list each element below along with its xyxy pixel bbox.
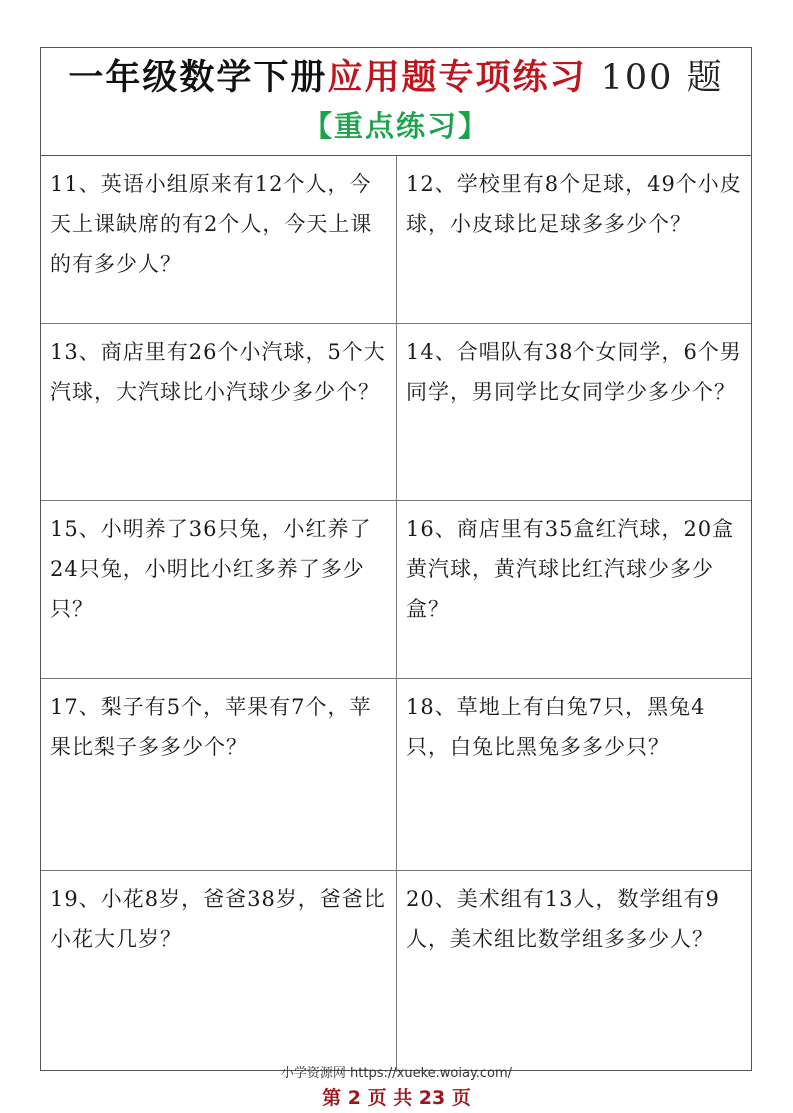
worksheet-header: [41, 48, 751, 156]
problem-20: 20、美术组有13人，数学组有9人，美术组比数学组多多少人？: [406, 887, 720, 951]
page-title: [41, 48, 751, 100]
problem-12: 12、学校里有8个足球，49个小皮球，小皮球比足球多多少个？: [397, 156, 751, 324]
problem-13: 13、商店里有26个小汽球，5个大汽球，大汽球比小汽球少多少个？: [41, 324, 397, 501]
problem-19: 19、小花8岁，爸爸38岁，爸爸比小花大几岁？: [41, 871, 397, 1072]
problem-11: 11、英语小组原来有12个人，今天上课缺席的有2个人，今天上课的有多少人？: [41, 156, 397, 324]
worksheet: [40, 47, 752, 1071]
problem-15: 15、小明养了36只兔，小红养了24只兔，小明比小红多养了多少只？: [41, 501, 397, 679]
title-topic: 应用题专项练习: [327, 57, 587, 98]
title-grade: 一年级数学下册: [68, 57, 328, 98]
problem-18: 18、草地上有白兔7只，黑兔4只，白兔比黑兔多多少只？: [397, 679, 751, 871]
problem-17: 17、梨子有5个，苹果有7个，苹果比梨子多多少个？: [41, 679, 397, 871]
problem-grid: [41, 156, 751, 1072]
page-number: 第 2 页 共 23 页: [322, 1087, 471, 1109]
problem-14: 14、合唱队有38个女同学，6个男同学，男同学比女同学少多少个？: [397, 324, 751, 501]
page-subtitle: 【重点练习】: [302, 109, 489, 143]
title-count: 100 题: [600, 58, 724, 98]
problem-16: 16、商店里有35盒红汽球，20盒黄汽球，黄汽球比红汽球少多少盒？: [397, 501, 751, 679]
footer-source-link[interactable]: 小学资源网 https://xueke.woiay.com/: [280, 1066, 513, 1081]
